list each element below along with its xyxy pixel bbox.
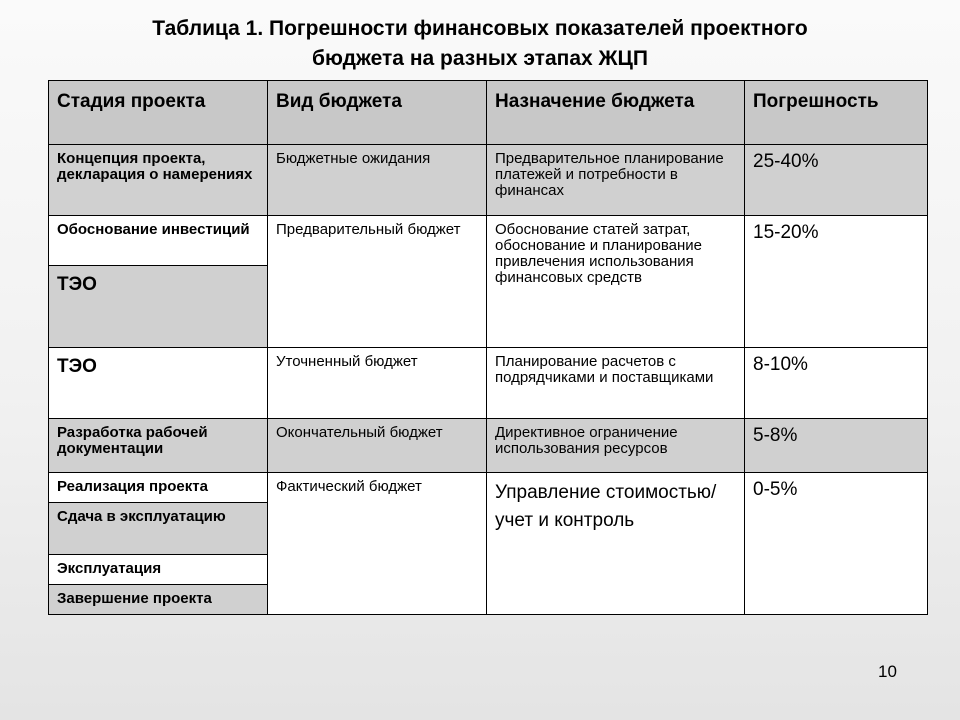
stage-cell: Обоснование инвестиций (49, 216, 268, 266)
purpose-cell: Управление стоимостью/ учет и контроль (487, 473, 745, 615)
error-cell: 0-5% (745, 473, 928, 615)
slide-title-line-2: бюджета на разных этапах ЖЦП (312, 47, 648, 70)
header-budget-type: Вид бюджета (268, 81, 487, 145)
stage-cell: Реализация проекта (49, 473, 268, 503)
table-row (49, 145, 928, 216)
purpose-cell: Директивное ограничение использования ресурсов (487, 419, 745, 473)
header-purpose: Назначение бюджета (487, 81, 745, 145)
table-row (49, 216, 928, 266)
stage-cell: Сдача в эксплуатацию (49, 503, 268, 555)
budget-type-cell: Предварительный бюджет (268, 216, 487, 348)
stage-cell: Концепция проекта, декларация о намерениях (49, 145, 268, 216)
budget-type-cell: Уточненный бюджет (268, 348, 487, 419)
error-cell: 5-8% (745, 419, 928, 473)
purpose-cell: Обоснование статей затрат, обоснование и планирование привлечения использования финансовых средств (487, 216, 745, 348)
stage-cell: ТЭО (49, 266, 268, 348)
budget-type-cell: Фактический бюджет (268, 473, 487, 615)
table-row (49, 473, 928, 503)
budget-type-cell: Бюджетные ожидания (268, 145, 487, 216)
error-cell: 15-20% (745, 216, 928, 348)
purpose-cell: Предварительное планирование платежей и потребности в финансах (487, 145, 745, 216)
table-header-row (49, 81, 928, 145)
slide-title (60, 14, 900, 74)
page-number: 10 (878, 662, 897, 681)
stage-cell: Разработка рабочей документации (49, 419, 268, 473)
error-cell: 25-40% (745, 145, 928, 216)
purpose-cell: Планирование расчетов с подрядчиками и поставщиками (487, 348, 745, 419)
stage-cell: Завершение проекта (49, 585, 268, 615)
error-cell: 8-10% (745, 348, 928, 419)
budget-type-cell: Окончательный бюджет (268, 419, 487, 473)
slide-title-line-1: Таблица 1. Погрешности финансовых показателей проектного (152, 17, 808, 40)
budget-error-table (48, 80, 928, 615)
header-stage: Стадия проекта (49, 81, 268, 145)
header-error: Погрешность (745, 81, 928, 145)
stage-cell: ТЭО (49, 348, 268, 419)
table-row (49, 419, 928, 473)
table-row (49, 348, 928, 419)
stage-cell: Эксплуатация (49, 555, 268, 585)
